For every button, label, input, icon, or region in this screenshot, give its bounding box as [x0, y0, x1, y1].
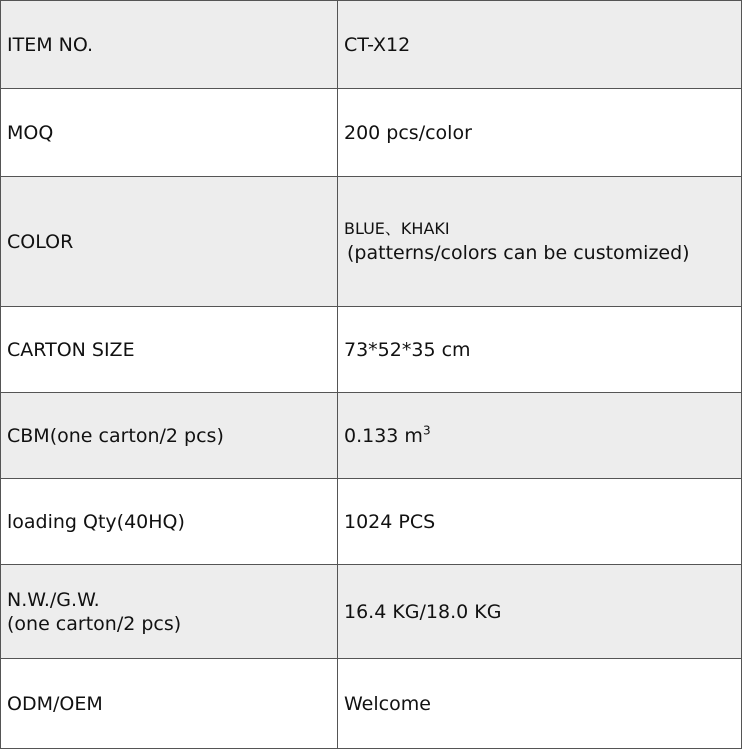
value-odm-oem: Welcome — [338, 659, 742, 749]
table-row-weight — [1, 565, 742, 659]
value-cbm-number: 0.133 m — [344, 424, 423, 447]
table-row-cbm — [1, 393, 742, 479]
value-cbm — [338, 393, 742, 479]
label-weight-line1: N.W./G.W. — [7, 588, 100, 611]
table-row-item-no — [1, 1, 742, 89]
table-row-moq — [1, 89, 742, 177]
value-cbm-superscript: 3 — [422, 423, 431, 438]
table-row-color — [1, 177, 742, 307]
label-cbm: CBM(one carton/2 pcs) — [1, 393, 338, 479]
label-weight-line2: (one carton/2 pcs) — [7, 612, 182, 635]
label-item-no: ITEM NO. — [1, 1, 338, 89]
value-loading-qty: 1024 PCS — [338, 479, 742, 565]
value-carton-size: 73*52*35 cm — [338, 307, 742, 393]
value-moq: 200 pcs/color — [338, 89, 742, 177]
label-color: COLOR — [1, 177, 338, 307]
label-weight — [1, 565, 338, 659]
value-color-options: BLUE、KHAKI — [344, 218, 450, 238]
value-weight: 16.4 KG/18.0 KG — [338, 565, 742, 659]
table-row-odm-oem — [1, 659, 742, 749]
table-row-carton-size — [1, 307, 742, 393]
label-carton-size: CARTON SIZE — [1, 307, 338, 393]
label-odm-oem: ODM/OEM — [1, 659, 338, 749]
table-row-loading-qty — [1, 479, 742, 565]
value-color — [338, 177, 742, 307]
label-loading-qty: loading Qty(40HQ) — [1, 479, 338, 565]
label-moq: MOQ — [1, 89, 338, 177]
value-item-no: CT-X12 — [338, 1, 742, 89]
value-color-note: (patterns/colors can be customized) — [347, 241, 690, 264]
